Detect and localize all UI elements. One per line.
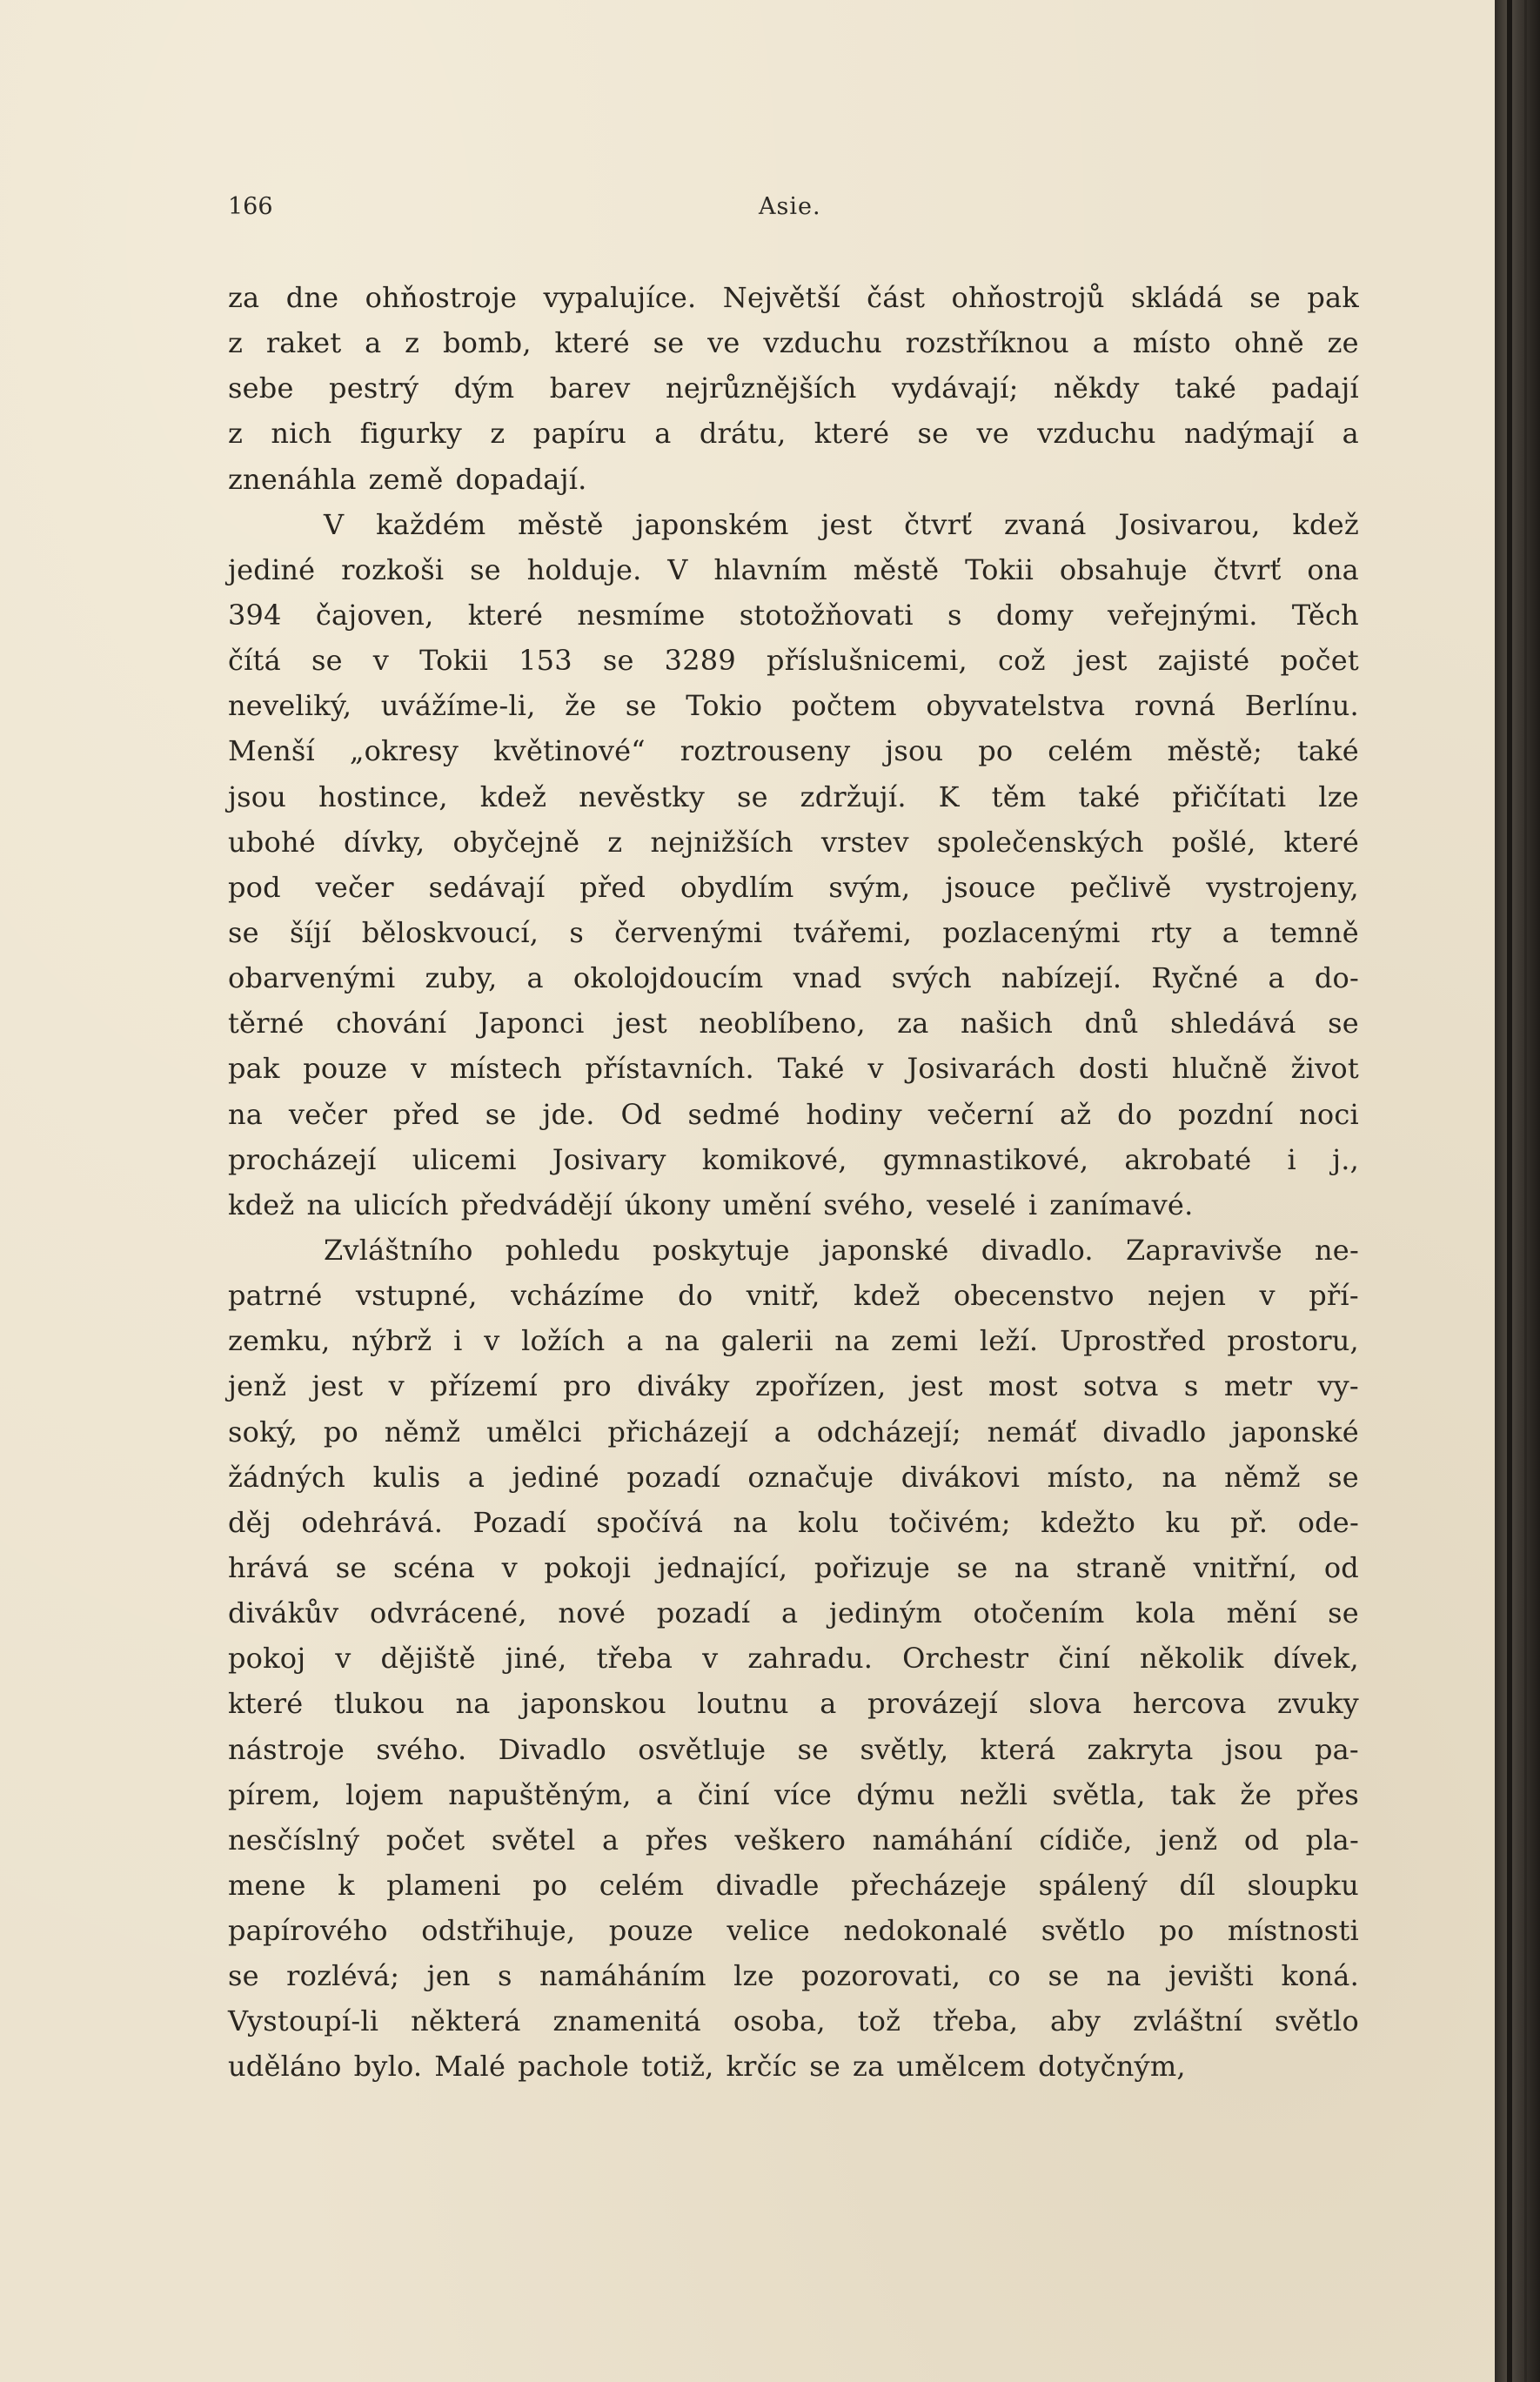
- text-line: z nich figurky z papíru a drátu, které se ve vzduchu nadýmají a: [228, 417, 1359, 451]
- text-line: kdež na ulicích předvádějí úkony umění svého, veselé i zanímavé.: [228, 1188, 1194, 1221]
- page-number: 166: [228, 193, 273, 220]
- text-line: za dne ohňostroje vypalujíce. Největší část ohňostrojů skládá se pak: [228, 281, 1359, 314]
- text-line: znenáhla země dopadají.: [228, 462, 587, 496]
- page-header: [228, 193, 1359, 228]
- text-line: ubohé dívky, obyčejně z nejnižších vrstev společenských pošlé, které: [228, 825, 1359, 859]
- text-line: Zvláštního pohledu poskytuje japonské divadlo. Zapravivše ne-: [324, 1233, 1359, 1267]
- text-line: V každém městě japonském jest čtvrť zvaná Josivarou, kdež: [324, 507, 1359, 541]
- text-line: jediné rozkoši se holduje. V hlavním městě Tokii obsahuje čtvrť ona: [228, 552, 1359, 586]
- gutter-line: [1507, 0, 1512, 2382]
- text-line: Menší „okresy květinové“ roztrouseny jsou po celém městě; také: [228, 734, 1359, 768]
- text-line: pod večer sedávají před obydlím svým, jsouce pečlivě vystrojeny,: [228, 870, 1359, 904]
- text-line: z raket a z bomb, které se ve vzduchu rozstříknou a místo ohně ze: [228, 326, 1359, 360]
- text-line: Vystoupí-li některá znamenitá osoba, tož třeba, aby zvláštní světlo: [228, 2004, 1359, 2038]
- text-line: na večer před se jde. Od sedmé hodiny večerní až do pozdní noci: [228, 1097, 1359, 1131]
- text-line: těrné chování Japonci jest neoblíbeno, za našich dnů shledává se: [228, 1007, 1359, 1040]
- text-line: se rozlévá; jen s namáháním lze pozorovati, co se na jevišti koná.: [228, 1959, 1359, 1993]
- text-line: jenž jest v přízemí pro diváky zpořízen, jest most sotva s metr vy-: [228, 1369, 1359, 1403]
- text-line: žádných kulis a jediné pozadí označuje divákovi místo, na němž se: [228, 1460, 1359, 1494]
- text-line: neveliký, uvážíme-li, že se Tokio počtem obyvatelstva rovná Berlínu.: [228, 689, 1359, 723]
- text-line: pak pouze v místech přístavních. Také v Josivarách dosti hlučně život: [228, 1052, 1359, 1086]
- book-gutter: [1495, 0, 1540, 2382]
- text-line: 394 čajoven, které nesmíme stotožňovati s domy veřejnými. Těch: [228, 598, 1359, 632]
- text-line: papírového odstřihuje, pouze velice nedokonalé světlo po místnosti: [228, 1914, 1359, 1948]
- text-line: procházejí ulicemi Josivary komikové, gymnastikové, akrobaté i j.,: [228, 1142, 1359, 1176]
- text-line: hrává se scéna v pokoji jednající, pořizuje se na straně vnitřní, od: [228, 1550, 1359, 1584]
- body-text: [228, 275, 1359, 2090]
- text-line: nástroje svého. Divadlo osvětluje se světly, která zakryta jsou pa-: [228, 1732, 1359, 1766]
- text-line: sebe pestrý dým barev nejrůznějších vydávají; někdy také padají: [228, 371, 1359, 405]
- text-line: se šíjí běloskvoucí, s červenými tvářemi, pozlacenými rty a temně: [228, 915, 1359, 949]
- text-line: pírem, lojem napuštěným, a činí více dýmu nežli světla, tak že přes: [228, 1777, 1359, 1811]
- text-line: které tlukou na japonskou loutnu a provázejí slova hercova zvuky: [228, 1687, 1359, 1721]
- text-line: obarvenými zuby, a okolojdoucím vnad svých nabízejí. Ryčné a do-: [228, 961, 1359, 995]
- text-line: děj odehrává. Pozadí spočívá na kolu točivém; kdežto ku př. ode-: [228, 1505, 1359, 1539]
- text-line: divákův odvrácené, nové pozadí a jediným otočením kola mění se: [228, 1596, 1359, 1630]
- text-line: pokoj v dějiště jiné, třeba v zahradu. Orchestr činí několik dívek,: [228, 1642, 1359, 1676]
- text-line: patrné vstupné, vcházíme do vnitř, kdež obecenstvo nejen v pří-: [228, 1279, 1359, 1313]
- text-line: uděláno bylo. Malé pachole totiž, krčíc se za umělcem dotyčným,: [228, 2050, 1186, 2084]
- text-line: soký, po němž umělci přicházejí a odcházejí; nemáť divadlo japonské: [228, 1415, 1359, 1449]
- gutter-line: [1524, 0, 1527, 2382]
- text-line: čítá se v Tokii 153 se 3289 příslušnicemi, což jest zajisté počet: [228, 644, 1359, 678]
- text-line: zemku, nýbrž i v ložích a na galerii na zemi leží. Uprostřed prostoru,: [228, 1324, 1359, 1358]
- running-head: Asie.: [759, 193, 821, 220]
- text-line: nesčíslný počet světel a přes veškero namáhání cídiče, jenž od pla-: [228, 1823, 1359, 1857]
- text-line: mene k plameni po celém divadle přecházeje spálený díl sloupku: [228, 1868, 1359, 1902]
- text-line: jsou hostince, kdež nevěstky se zdržují. K těm také přičítati lze: [228, 780, 1359, 813]
